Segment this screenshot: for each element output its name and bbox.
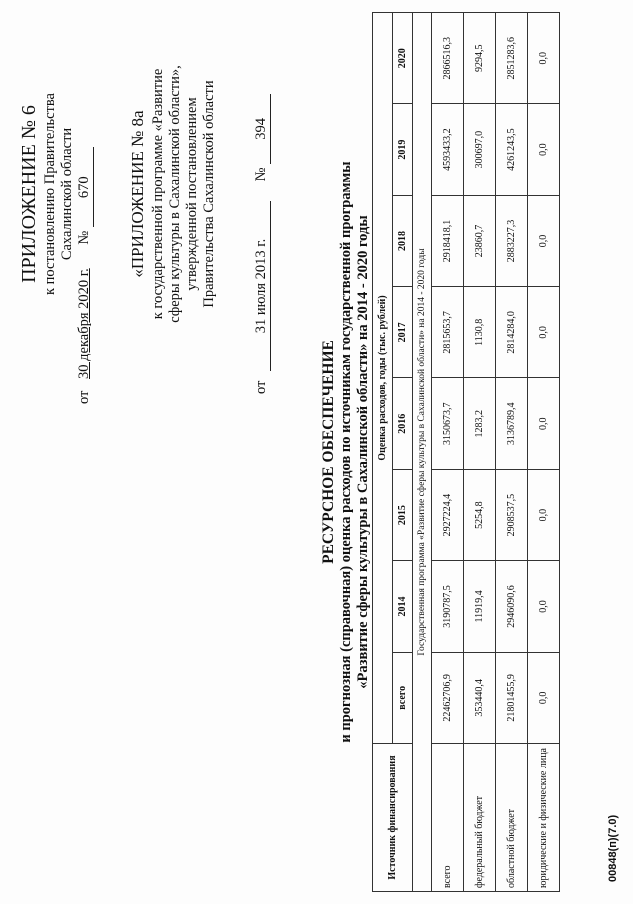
table-row xyxy=(432,13,464,892)
table-cell: 2918418,1 xyxy=(432,195,464,286)
table-cell: 3150673,7 xyxy=(432,378,464,469)
resolution-date: 30 декабря 2020 г. xyxy=(76,268,92,379)
resolution-requisites xyxy=(76,4,94,404)
table-cell: 2883227,3 xyxy=(496,195,528,286)
title-line-3: «Развитие сферы культуры в Сахалинской области» на 2014 - 2020 годы xyxy=(355,215,371,689)
table-cell: 2946090,6 xyxy=(496,561,528,652)
table-cell: 3136789,4 xyxy=(496,378,528,469)
col-header: 2020 xyxy=(393,13,413,104)
appendix-line-2: Сахалинской области xyxy=(59,127,75,261)
source-header: Источник финансирования xyxy=(373,744,413,892)
col-header: всего xyxy=(393,652,413,743)
table-cell: 2815653,7 xyxy=(432,287,464,378)
table-cell: 2851283,6 xyxy=(496,13,528,104)
table-cell: 300697,0 xyxy=(464,104,496,195)
col-header: 2016 xyxy=(393,378,413,469)
table-cell: 0,0 xyxy=(528,195,560,286)
resource-table xyxy=(372,12,560,892)
table-cell: 11919,4 xyxy=(464,561,496,652)
appendix-subtitle xyxy=(42,0,76,388)
program-number: 394 xyxy=(253,94,271,164)
table-cell: 9294,5 xyxy=(464,13,496,104)
table-cell: 1283,2 xyxy=(464,378,496,469)
table-cell: 0,0 xyxy=(528,378,560,469)
table-cell: 3190787,5 xyxy=(432,561,464,652)
table-cell: 0,0 xyxy=(528,104,560,195)
table-cell: 22462706,9 xyxy=(432,652,464,743)
row-label: областной бюджет xyxy=(496,744,528,892)
col-header: 2018 xyxy=(393,195,413,286)
col-header: 2019 xyxy=(393,104,413,195)
table-cell: 2908537,5 xyxy=(496,469,528,560)
table-cell: 0,0 xyxy=(528,561,560,652)
table-cell: 21801455,9 xyxy=(496,652,528,743)
title-line-2: и прогнозная (справочная) оценка расходов по источникам государственной программы xyxy=(338,161,354,743)
program-row xyxy=(413,13,432,892)
table-row xyxy=(464,13,496,892)
row-label: федеральный бюджет xyxy=(464,744,496,892)
col-header: 2015 xyxy=(393,469,413,560)
table-cell: 23860,7 xyxy=(464,195,496,286)
table-cell: 4593433,2 xyxy=(432,104,464,195)
table-cell: 2866516,3 xyxy=(432,13,464,104)
date-prefix: от xyxy=(76,390,92,404)
table-cell: 2814284,0 xyxy=(496,287,528,378)
document-code: 00848(п)(7.0) xyxy=(607,814,619,882)
row-label: юридические и физические лица xyxy=(528,744,560,892)
table-cell: 0,0 xyxy=(528,469,560,560)
col-header: 2014 xyxy=(393,561,413,652)
program-date: 31 июля 2013 г. xyxy=(253,201,271,371)
table-cell: 353440,4 xyxy=(464,652,496,743)
appendix-line-1: к постановлению Правительства xyxy=(42,93,58,295)
appendix2-line-4: Правительства Сахалинской области xyxy=(201,80,217,308)
estimate-header: Оценка расходов, годы (тыс. рублей) xyxy=(373,13,393,744)
program-name: Государственная программа «Развитие сферы культуры в Сахалинской области» на 2014 - 2020 годы xyxy=(413,13,432,892)
appendix2-title: «ПРИЛОЖЕНИЕ № 8а xyxy=(128,110,147,278)
number-sign-2: № xyxy=(253,167,269,182)
appendix2-line-2: сферы культуры в Сахалинской области», xyxy=(167,65,183,323)
resolution-number: 670 xyxy=(76,147,94,227)
table-row xyxy=(528,13,560,892)
document-title xyxy=(320,0,372,904)
table-cell: 0,0 xyxy=(528,13,560,104)
row-label: всего xyxy=(432,744,464,892)
col-header: 2017 xyxy=(393,287,413,378)
table-cell: 0,0 xyxy=(528,652,560,743)
appendix-title: ПРИЛОЖЕНИЕ № 6 xyxy=(18,105,40,283)
appendix2-line-1: к государственной программе «Развитие xyxy=(150,68,166,320)
date-prefix-2: от xyxy=(253,380,269,394)
appendix2-body xyxy=(150,0,218,388)
appendix2-line-3: утвержденной постановлением xyxy=(184,97,200,291)
table-cell: 5254,8 xyxy=(464,469,496,560)
table-cell: 0,0 xyxy=(528,287,560,378)
table-cell: 1130,8 xyxy=(464,287,496,378)
table-row xyxy=(496,13,528,892)
number-sign: № xyxy=(76,230,92,245)
title-line-1: РЕСУРСНОЕ ОБЕСПЕЧЕНИЕ xyxy=(320,340,337,564)
table-cell: 4261243,5 xyxy=(496,104,528,195)
appendix2-requisites xyxy=(253,4,271,394)
table-cell: 2927224,4 xyxy=(432,469,464,560)
